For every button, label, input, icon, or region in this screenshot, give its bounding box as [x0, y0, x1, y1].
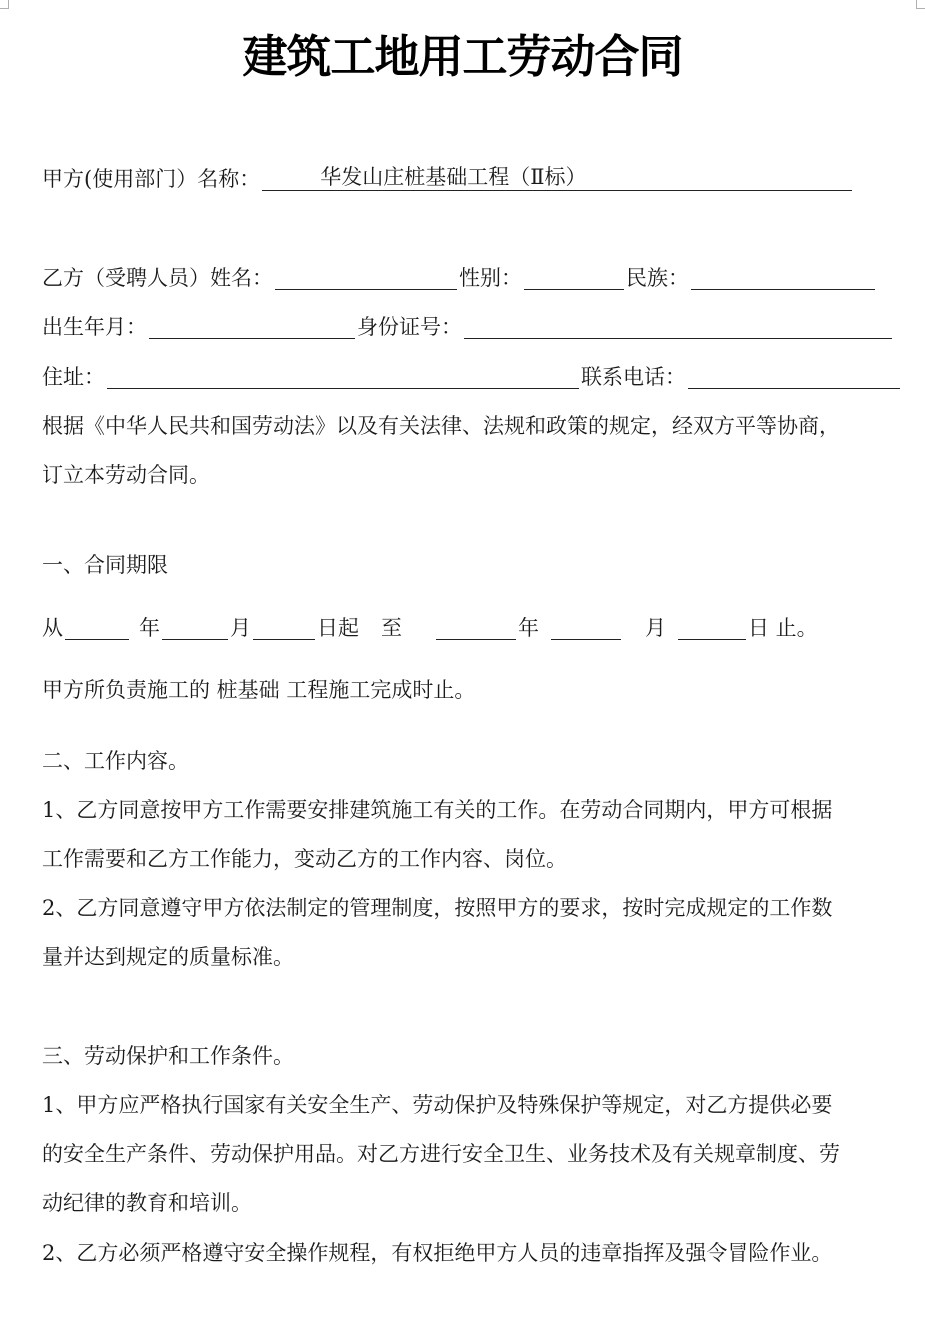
birth-label: 出生年月： [42, 315, 147, 339]
party-a-line [42, 164, 915, 194]
party-b-name-field[interactable] [275, 265, 457, 290]
end-year-field[interactable] [436, 615, 516, 640]
id-number-field[interactable] [464, 314, 892, 339]
ethnic-label: 民族： [626, 266, 689, 290]
section-3-item-1-line-1: 1、甲方应严格执行国家有关安全生产、劳动保护及特殊保护等规定，对乙方提供必要 [42, 1093, 833, 1117]
to-label: 至 [381, 616, 402, 640]
end-month-field[interactable] [551, 615, 621, 640]
section-2-heading: 二、工作内容。 [42, 749, 189, 773]
id-label: 身份证号： [357, 315, 462, 339]
contract-period-line [42, 613, 915, 643]
gender-label: 性别： [459, 266, 522, 290]
start-day-label: 日起 [317, 616, 359, 640]
section-1-heading: 一、合同期限 [42, 553, 168, 577]
phone-field[interactable] [688, 364, 900, 389]
party-a-name-value: 华发山庄桩基础工程（Ⅱ标） [320, 165, 587, 189]
document-title: 建筑工地用工劳动合同 [242, 30, 683, 83]
address-label: 住址： [42, 365, 105, 389]
section-2-item-2-line-1: 2、乙方同意遵守甲方依法制定的管理制度，按照甲方的要求，按时完成规定的工作数 [42, 896, 833, 920]
ethnic-field[interactable] [691, 265, 875, 290]
section-3-item-1-line-2: 的安全生产条件、劳动保护用品。对乙方进行安全卫生、业务技术及有关规章制度、劳 [42, 1142, 840, 1166]
month-label-2: 月 [645, 616, 666, 640]
address-phone-line [42, 362, 915, 392]
page-corner-mark-left [0, 0, 9, 9]
intro-line-1: 根据《中华人民共和国劳动法》以及有关法律、法规和政策的规定，经双方平等协商， [42, 414, 840, 438]
page-corner-mark-right [916, 0, 925, 9]
birth-id-line [42, 312, 915, 342]
party-a-label: 甲方(使用部门）名称： [42, 167, 261, 191]
end-day-label: 日 止。 [748, 616, 818, 640]
section-3-item-2-line-1: 2、乙方必须严格遵守安全操作规程，有权拒绝甲方人员的违章指挥及强令冒险作业。 [42, 1241, 833, 1265]
completion-clause: 甲方所负责施工的 桩基础 工程施工完成时止。 [42, 678, 476, 702]
party-a-name-field[interactable] [262, 164, 852, 191]
section-3-item-1-line-3: 动纪律的教育和培训。 [42, 1191, 252, 1215]
year-label: 年 [139, 616, 160, 640]
year-label-2: 年 [518, 616, 539, 640]
from-label: 从 [42, 616, 63, 640]
section-2-item-2-line-2: 量并达到规定的质量标准。 [42, 945, 294, 969]
phone-label: 联系电话： [581, 365, 686, 389]
gender-field[interactable] [524, 265, 624, 290]
party-b-name-label: 乙方（受聘人员）姓名： [42, 266, 273, 290]
month-label: 月 [230, 616, 251, 640]
end-day-field[interactable] [678, 615, 746, 640]
section-2-item-1-line-2: 工作需要和乙方工作能力，变动乙方的工作内容、岗位。 [42, 847, 567, 871]
party-b-line [42, 263, 915, 293]
start-year-field[interactable] [65, 615, 129, 640]
intro-line-2: 订立本劳动合同。 [42, 463, 210, 487]
section-3-heading: 三、劳动保护和工作条件。 [42, 1044, 294, 1068]
start-day-field[interactable] [253, 615, 315, 640]
birth-field[interactable] [149, 314, 355, 339]
start-month-field[interactable] [162, 615, 228, 640]
address-field[interactable] [107, 364, 579, 389]
section-2-item-1-line-1: 1、乙方同意按甲方工作需要安排建筑施工有关的工作。在劳动合同期内，甲方可根据 [42, 798, 833, 822]
